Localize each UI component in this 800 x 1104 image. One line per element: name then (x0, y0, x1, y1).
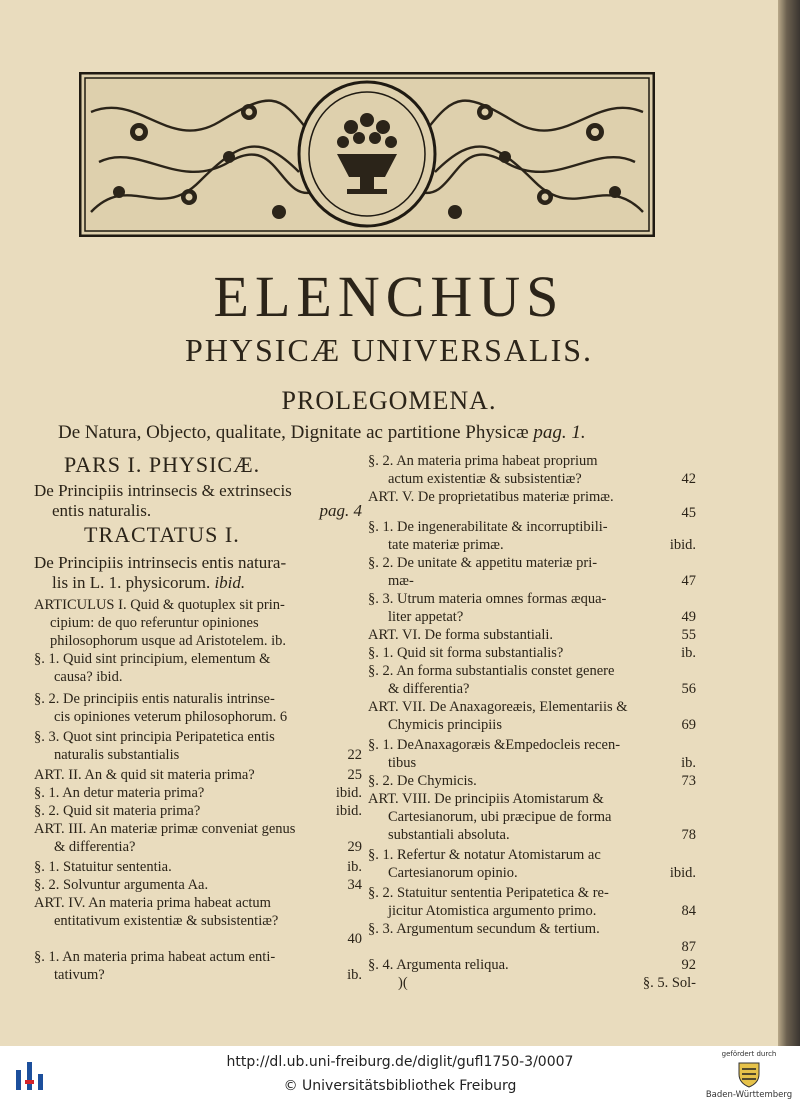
toc-line (34, 708, 362, 726)
toc-line-text: tativum? (54, 967, 105, 983)
toc-line-text: ART. III. An materiæ primæ conveniat genus (34, 821, 296, 837)
toc-page-number: ibid. (335, 785, 362, 801)
toc-page-number: 47 (681, 573, 696, 589)
toc-line-text: TRACTATUS I. (84, 522, 240, 547)
toc-line (34, 766, 362, 784)
toc-line-text: PARS I. PHYSICÆ. (64, 452, 261, 477)
toc-line-text: ART. VI. De forma substantiali. (368, 627, 554, 643)
toc-line (34, 614, 362, 632)
toc-page-number: ibid. (669, 537, 696, 553)
toc-line (368, 754, 696, 772)
footer-url-link[interactable]: http://dl.ub.uni-freiburg.de/diglit/gufl1750-3/0007 (226, 1054, 574, 1070)
toc-line-text: §. 2. Quid sit materia prima? (34, 803, 201, 819)
toc-line-text: §. 2. De principiis entis naturalis intrinse- (34, 691, 275, 707)
toc-line (368, 920, 696, 938)
toc-line-text: §. 4. Argumenta reliqua. (368, 957, 509, 973)
toc-page-number: 25 (347, 767, 362, 783)
toc-line (368, 536, 696, 554)
toc-line (368, 626, 696, 644)
toc-line (34, 552, 362, 574)
toc-line (368, 884, 696, 902)
toc-line (368, 662, 696, 680)
toc-line-text: & differentia? (388, 681, 470, 697)
document-subtitle: PHYSICÆ UNIVERSALIS. (184, 332, 594, 368)
toc-line (34, 930, 362, 948)
toc-line-text: entis naturalis. (52, 501, 152, 520)
toc-line-text: & differentia? (54, 839, 136, 855)
toc-page-number: ibid. (335, 803, 362, 819)
toc-page-number: ib. (681, 645, 696, 661)
toc-line (368, 790, 696, 808)
toc-line-text: §. 3. Utrum materia omnes formas æqua- (368, 591, 607, 607)
toc-line (34, 690, 362, 708)
toc-line (368, 808, 696, 826)
toc-line-text: jicitur Atomistica argumento primo. (388, 903, 597, 919)
toc-line (368, 956, 696, 974)
toc-page-number: 42 (681, 471, 696, 487)
toc-line (34, 966, 362, 984)
toc-line (368, 644, 696, 662)
toc-line (368, 590, 696, 608)
toc-line-text: ART. II. An & quid sit materia prima? (34, 767, 255, 783)
toc-line (368, 846, 696, 864)
toc-line (368, 938, 696, 956)
toc-line-text: §. 2. An forma substantialis constet genere (368, 663, 615, 679)
toc-line (34, 668, 362, 686)
sponsor-block (700, 1050, 798, 1102)
toc-page-number: 56 (681, 681, 696, 697)
toc-page-number: ib. (681, 755, 696, 771)
toc-line (368, 826, 696, 844)
toc-line (368, 470, 696, 488)
toc-line (34, 596, 362, 614)
toc-page-number: 92 (681, 957, 696, 973)
intro-page: pag. 1. (533, 422, 586, 443)
coat-of-arms-icon (734, 1060, 764, 1088)
toc-line (34, 728, 362, 746)
toc-line (368, 698, 696, 716)
intro-line (58, 420, 698, 446)
toc-line (34, 820, 362, 838)
toc-line-text: §. 1. Quid sit forma substantialis? (368, 645, 564, 661)
toc-page-number: ibid. (669, 865, 696, 881)
toc-line-text: ART. VII. De Anaxagoreæis, Elementariis & (368, 699, 628, 715)
toc-line-text: De Principiis intrinsecis entis natura- (34, 553, 287, 572)
toc-line-text: §. 2. De unitate & appetitu materiæ pri- (368, 555, 598, 571)
toc-line (368, 974, 696, 992)
toc-line (34, 572, 362, 594)
toc-line-text: philosophorum usque ad Aristotelem. ib. (50, 633, 287, 649)
toc-line (34, 500, 362, 522)
toc-line (34, 650, 362, 668)
toc-page-number: ib. (347, 859, 362, 875)
toc-line (34, 876, 362, 894)
toc-page-number: 69 (681, 717, 696, 733)
toc-page-number: 29 (347, 839, 362, 855)
toc-line-text: tibus (388, 755, 417, 771)
ornament-headpiece (79, 72, 655, 237)
toc-line-text: lis in L. 1. physicorum. (52, 573, 211, 592)
toc-line-text: Cartesianorum opinio. (388, 865, 518, 881)
document-title: ELENCHUS (213, 264, 565, 329)
toc-line-text: 40 (347, 931, 362, 947)
toc-line-text: §. 2. An materia prima habeat proprium (368, 453, 598, 469)
toc-page-number: 78 (681, 827, 696, 843)
toc-line-text: entitativum existentiæ & subsistentiæ? (54, 913, 279, 929)
toc-line-text: substantiali absoluta. (388, 827, 510, 843)
toc-line-text: ART. V. De proprietatibus materiæ primæ. (368, 489, 614, 505)
toc-line-text: §. 1. An materia prima habeat actum enti- (34, 949, 276, 965)
toc-line-text: ARTICULUS I. Quid & quotuplex sit prin- (34, 597, 285, 613)
toc-line-text: naturalis substantialis (54, 747, 180, 763)
toc-page-number: 73 (681, 773, 696, 789)
toc-line (34, 948, 362, 966)
toc-line-text: mæ- (388, 573, 414, 589)
toc-line-text: §. 1. DeAnaxagoræis &Empedocleis recen- (368, 737, 621, 753)
toc-line-text: Cartesianorum, ubi præcipue de forma (388, 809, 612, 825)
toc-line-text: 87 (681, 939, 696, 955)
toc-page-number: pag. 4 (319, 501, 362, 520)
toc-line (34, 480, 362, 502)
toc-line (34, 838, 362, 856)
toc-line (34, 632, 362, 650)
toc-page-number: 34 (347, 877, 362, 893)
toc-line (34, 912, 362, 930)
toc-line-text: §. 1. An detur materia prima? (34, 785, 205, 801)
viewer-footer (0, 1046, 800, 1104)
toc-line (368, 608, 696, 626)
toc-line (368, 772, 696, 790)
toc-page-number: 55 (681, 627, 696, 643)
toc-line-text: §. 3. Quot sint principia Peripatetica entis (34, 729, 275, 745)
toc-line (34, 894, 362, 912)
toc-line-suffix: ibid. (210, 573, 246, 592)
toc-line-text: liter appetat? (388, 609, 464, 625)
section-heading: PROLEGOMENA. (281, 386, 497, 415)
toc-line (34, 452, 362, 478)
toc-page-number: 22 (347, 747, 362, 763)
toc-line-text: 45 (681, 505, 696, 521)
intro-text: De Natura, Objecto, qualitate, Dignitate ac partitione Physicæ (58, 422, 529, 443)
toc-line-text: cis opiniones veterum philosophorum. 6 (54, 709, 288, 725)
toc-page-number: 49 (681, 609, 696, 625)
toc-line-text: §. 1. Quid sint principium, elementum & (34, 651, 271, 667)
toc-line-text: §. 2. Statuitur sententia Peripatetica & re- (368, 885, 609, 901)
footer-copyright: © Universitätsbibliothek Freiburg (283, 1078, 517, 1094)
toc-line-text: §. 3. Argumentum secundum & tertium. (368, 921, 600, 937)
toc-line (34, 746, 362, 764)
toc-page-number: 84 (681, 903, 696, 919)
toc-line (368, 518, 696, 536)
toc-line (368, 902, 696, 920)
toc-line-text: §. 1. Refertur & notatur Atomistarum ac (368, 847, 601, 863)
sponsor-name: Baden-Württemberg (705, 1090, 793, 1100)
toc-line (34, 522, 362, 548)
toc-page-number: §. 5. Sol- (642, 975, 696, 991)
toc-line-text: §. 2. De Chymicis. (368, 773, 477, 789)
toc-line-text: cipium: de quo referuntur opiniones (50, 615, 259, 631)
toc-line (368, 680, 696, 698)
toc-line-text: §. 1. Statuitur sententia. (34, 859, 172, 875)
toc-line-text: )( (398, 975, 408, 991)
toc-line (368, 736, 696, 754)
toc-line (368, 864, 696, 882)
toc-line-text: ART. IV. An materia prima habeat actum (34, 895, 271, 911)
toc-line-text: ART. VIII. De principiis Atomistarum & (368, 791, 604, 807)
toc-line-text: actum existentiæ & subsistentiæ? (388, 471, 582, 487)
toc-line-text: §. 1. De ingenerabilitate & incorruptibili- (368, 519, 608, 535)
toc-line-text: §. 2. Solvuntur argumenta Aa. (34, 877, 209, 893)
toc-line-text: Chymicis principiis (388, 717, 502, 733)
toc-line-text: De Principiis intrinsecis & extrinsecis (34, 481, 292, 500)
toc-line (368, 554, 696, 572)
toc-line (368, 452, 696, 470)
sponsor-label: gefördert durch (721, 1050, 777, 1058)
page-edge (778, 0, 800, 1046)
toc-line (368, 716, 696, 734)
toc-line (34, 802, 362, 820)
toc-line (34, 784, 362, 802)
toc-page-number: ib. (347, 967, 362, 983)
toc-line (368, 572, 696, 590)
toc-line-text: causa? ibid. (54, 669, 123, 685)
toc-line (34, 858, 362, 876)
toc-line-text: tate materiæ primæ. (388, 537, 504, 553)
